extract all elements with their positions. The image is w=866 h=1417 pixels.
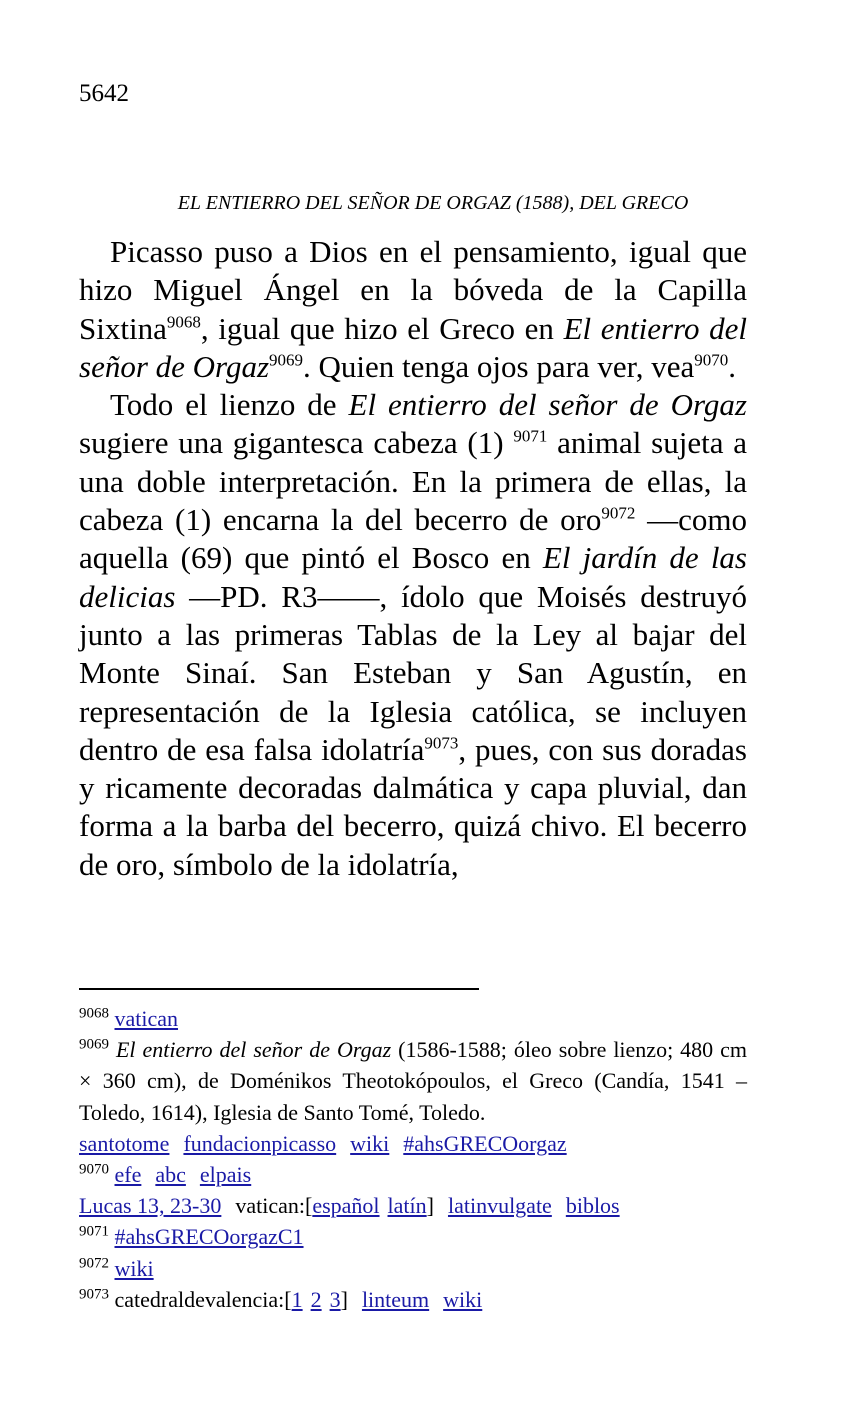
footnotes [79,1003,747,1315]
footnote-link[interactable]: latín [387,1193,427,1219]
footnote-rule [79,988,479,990]
footnote-number: 9069 [79,1036,109,1053]
footnote-text: (1586-1588; óleo sobre lienzo; 480 cm × 360 cm), de Doménikos Theotokópoulos, el Greco (Candía, 1541 – Toledo, 1614), Iglesia de Santo Tomé, Toledo. [79,1037,747,1125]
text-run: —como aquella (69) que pintó el Bosco en [79,502,747,576]
footnote-text: catedraldevalencia:[ [114,1286,292,1312]
footnote-9069 [79,1034,747,1159]
paragraph [79,386,747,884]
footnote-ref[interactable]: 9072 [601,503,636,523]
running-head: EL ENTIERRO DEL SEÑOR DE ORGAZ (1588), DEL GRECO [177,192,689,214]
footnote-link[interactable]: Lucas 13, 23-30 [79,1193,222,1219]
footnote-number: 9073 [79,1286,109,1303]
text-run: —PD. R3——, ídolo que Moisés destruyó junto a las primeras Tablas de la Ley al bajar del Monte Sinaí. San Esteban y San Agustín, en representación de la Iglesia católica, se incluyen dentro de esa falsa idolatría [79,578,747,767]
footnote-text: vatican:[ [235,1193,313,1219]
footnote-link[interactable]: 1 [291,1286,303,1312]
footnote-link[interactable]: elpais [199,1162,252,1188]
footnote-link[interactable]: abc [155,1162,186,1188]
footnote-link[interactable]: wiki [114,1255,154,1281]
body-text [79,233,747,884]
footnote-link[interactable]: vatican [114,1006,179,1031]
footnote-number: 9072 [79,1255,109,1272]
footnote-number: 9071 [79,1224,109,1241]
footnote-link[interactable]: wiki [443,1286,483,1312]
work-title: El entierro del señor de Orgaz [348,387,747,423]
footnote-9072 [79,1253,747,1284]
footnote-9070 [79,1159,747,1221]
text-run: . Quien tenga ojos para ver, vea [303,348,695,384]
footnote-link[interactable]: latinvulgate [447,1193,552,1219]
work-title: El jardín de las delicias [79,540,747,614]
text-run: sugiere una gigantesca cabeza (1) [79,425,514,461]
text-run: , pues, con sus doradas y ricamente decoradas dalmática y capa pluvial, dan forma a la barba del becerro, quizá chivo. El becerro de oro, símbolo de la idolatría, [79,731,747,882]
footnote-link[interactable]: 3 [329,1286,341,1312]
footnote-text: ] [340,1286,348,1312]
footnote-link[interactable]: #ahsGRECOorgaz [403,1130,567,1156]
footnote-number: 9070 [79,1161,109,1178]
footnote-link[interactable]: español [312,1193,380,1219]
paragraph [79,233,747,386]
text-run: . [728,348,737,384]
work-title: El entierro del señor de Orgaz [115,1037,392,1063]
footnote-text: ] [426,1193,434,1219]
work-title: El entierro del señor de Orgaz [79,310,747,384]
footnote-ref[interactable]: 9068 [166,312,201,332]
footnote-ref[interactable]: 9069 [269,350,304,370]
footnote-ref[interactable]: 9070 [694,350,729,370]
footnote-9073 [79,1284,747,1315]
footnote-9071 [79,1221,747,1252]
footnote-link[interactable]: #ahsGRECOorgazC1 [114,1224,304,1250]
footnote-ref[interactable]: 9073 [424,733,459,753]
footnote-link[interactable]: fundacionpicasso [183,1130,337,1156]
footnote-link[interactable]: 2 [310,1286,322,1312]
footnote-link[interactable]: santotome [79,1130,170,1156]
footnote-number: 9068 [79,1005,109,1022]
text-run: Todo el lienzo de [110,387,349,423]
footnote-link[interactable]: linteum [361,1286,430,1312]
footnote-link[interactable]: wiki [350,1130,390,1156]
page-number: 5642 [79,80,129,107]
footnote-link[interactable]: biblos [565,1193,620,1219]
text-run: animal sujeta a una doble interpretación. En la primera de ellas, la cabeza (1) encarna la del becerro de oro [79,425,747,538]
footnote-link[interactable]: efe [114,1162,142,1188]
text-run: Picasso puso a Dios en el pensamiento, igual que hizo Miguel Ángel en la bóveda de la Capilla Sixtina [79,234,747,346]
footnote-9068 [79,1003,747,1034]
footnote-ref[interactable]: 9071 [513,427,548,447]
text-run: , igual que hizo el Greco en [200,310,564,346]
